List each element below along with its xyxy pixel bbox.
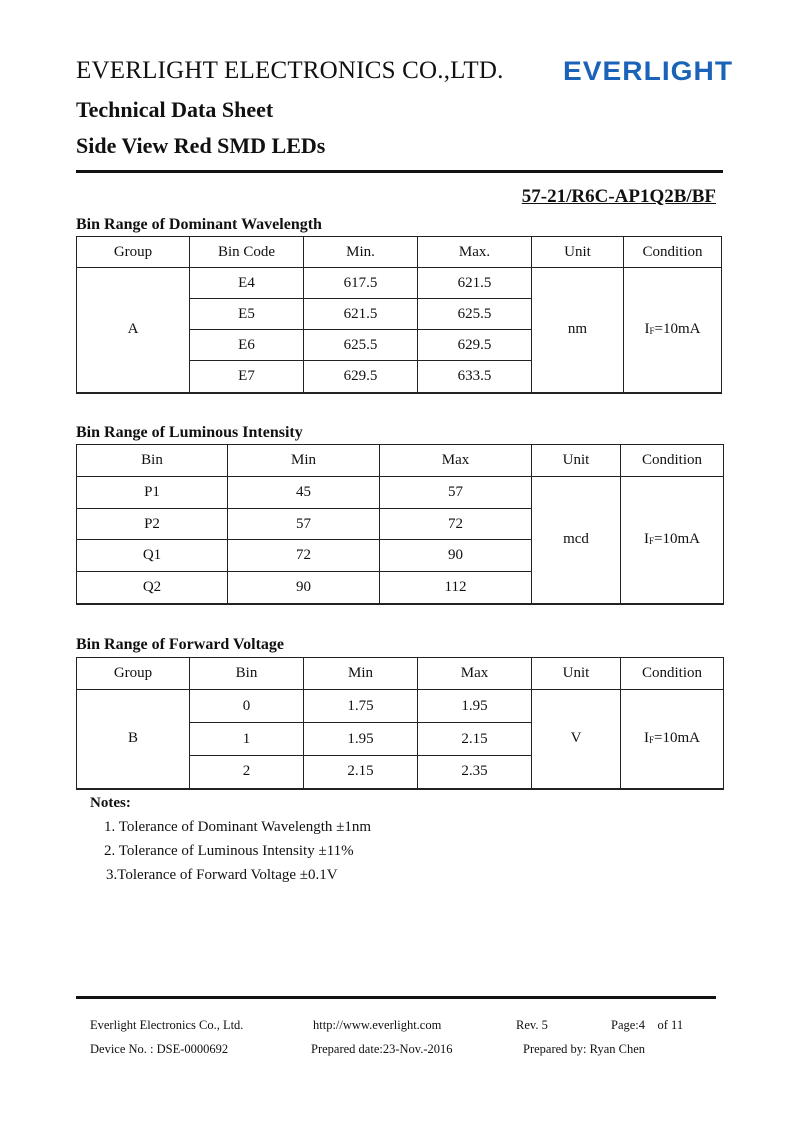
min-cell: 45 bbox=[228, 477, 380, 509]
header-cell: Max bbox=[418, 658, 532, 690]
everlight-logo: EVERLIGHT bbox=[563, 56, 734, 86]
min-cell: 625.5 bbox=[304, 330, 418, 361]
group-cell: A bbox=[77, 268, 190, 393]
min-cell: 1.75 bbox=[304, 690, 418, 723]
min-cell: 2.15 bbox=[304, 756, 418, 789]
bin-cell: P2 bbox=[77, 509, 228, 540]
note-item: 3.Tolerance of Forward Voltage ±0.1V bbox=[106, 867, 338, 883]
header-cell: Group bbox=[77, 237, 190, 268]
unit-cell: V bbox=[532, 690, 621, 789]
unit-cell: mcd bbox=[532, 477, 621, 604]
document-title: Technical Data Sheet bbox=[76, 97, 274, 122]
max-cell: 625.5 bbox=[418, 299, 532, 330]
note-item: 2. Tolerance of Luminous Intensity ±11% bbox=[104, 843, 354, 859]
condition-cell: $I_F=10mA$ bbox=[621, 690, 724, 789]
min-cell: 90 bbox=[228, 572, 380, 604]
max-cell: 112 bbox=[380, 572, 532, 604]
unit-cell: nm bbox=[532, 268, 624, 393]
bin-cell: E7 bbox=[190, 361, 304, 393]
footer-url[interactable]: http://www.everlight.com bbox=[313, 1018, 442, 1032]
note-item: 1. Tolerance of Dominant Wavelength ±1nm bbox=[104, 819, 372, 835]
footer-company: Everlight Electronics Co., Ltd. bbox=[90, 1018, 244, 1032]
max-cell: 2.35 bbox=[418, 756, 532, 789]
notes-title: Notes: bbox=[90, 795, 131, 811]
luminous-table bbox=[76, 444, 724, 605]
header-cell: Bin bbox=[77, 445, 228, 477]
footer-prepared-date: Prepared date:23-Nov.-2016 bbox=[311, 1042, 453, 1056]
max-cell: 633.5 bbox=[418, 361, 532, 393]
max-cell: 2.15 bbox=[418, 723, 532, 756]
bin-cell: P1 bbox=[77, 477, 228, 509]
header-cell: Group bbox=[77, 658, 190, 690]
max-cell: 57 bbox=[380, 477, 532, 509]
header-cell: Max bbox=[380, 445, 532, 477]
group-cell: B bbox=[77, 690, 190, 789]
max-cell: 1.95 bbox=[418, 690, 532, 723]
bin-cell: Q2 bbox=[77, 572, 228, 604]
bin-cell: 1 bbox=[190, 723, 304, 756]
header-divider bbox=[76, 170, 723, 173]
bin-cell: E4 bbox=[190, 268, 304, 299]
part-number: 57-21/R6C-AP1Q2B/BF bbox=[521, 186, 716, 207]
header-cell: Min bbox=[304, 658, 418, 690]
bin-cell: Q1 bbox=[77, 540, 228, 572]
header-cell: Unit bbox=[532, 658, 621, 690]
header-cell: Min bbox=[228, 445, 380, 477]
footer-divider bbox=[76, 996, 716, 999]
voltage-table bbox=[76, 657, 724, 790]
min-cell: 72 bbox=[228, 540, 380, 572]
table-header-row bbox=[77, 658, 724, 690]
voltage-section-title: Bin Range of Forward Voltage bbox=[76, 636, 284, 653]
header-cell: Unit bbox=[532, 237, 624, 268]
min-cell: 1.95 bbox=[304, 723, 418, 756]
header-cell: Max. bbox=[418, 237, 532, 268]
table-row bbox=[77, 477, 724, 509]
company-name: EVERLIGHT ELECTRONICS CO.,LTD. bbox=[76, 57, 504, 84]
header-cell: Unit bbox=[532, 445, 621, 477]
header-cell: Bin bbox=[190, 658, 304, 690]
wavelength-table bbox=[76, 236, 722, 394]
bin-cell: 0 bbox=[190, 690, 304, 723]
table-row bbox=[77, 690, 724, 723]
bin-cell: 2 bbox=[190, 756, 304, 789]
header-cell: Min. bbox=[304, 237, 418, 268]
table-row bbox=[77, 268, 722, 299]
min-cell: 617.5 bbox=[304, 268, 418, 299]
header-cell: Condition bbox=[621, 658, 724, 690]
min-cell: 629.5 bbox=[304, 361, 418, 393]
max-cell: 90 bbox=[380, 540, 532, 572]
min-cell: 57 bbox=[228, 509, 380, 540]
condition-cell: $I_F=10mA$ bbox=[621, 477, 724, 604]
wavelength-section-title: Bin Range of Dominant Wavelength bbox=[76, 216, 322, 233]
header-cell: Condition bbox=[621, 445, 724, 477]
max-cell: 72 bbox=[380, 509, 532, 540]
header-cell: Condition bbox=[624, 237, 722, 268]
max-cell: 629.5 bbox=[418, 330, 532, 361]
min-cell: 621.5 bbox=[304, 299, 418, 330]
table-header-row bbox=[77, 445, 724, 477]
condition-cell: $I_F=10mA$ bbox=[624, 268, 722, 393]
footer-device-no: Device No. : DSE-0000692 bbox=[90, 1042, 229, 1056]
document-subtitle: Side View Red SMD LEDs bbox=[76, 133, 326, 158]
table-header-row bbox=[77, 237, 722, 268]
bin-cell: E5 bbox=[190, 299, 304, 330]
header-cell: Bin Code bbox=[190, 237, 304, 268]
max-cell: 621.5 bbox=[418, 268, 532, 299]
footer-page: Page:4 of 11 bbox=[611, 1018, 684, 1032]
bin-cell: E6 bbox=[190, 330, 304, 361]
footer-prepared-by: Prepared by: Ryan Chen bbox=[523, 1042, 646, 1056]
footer-revision: Rev. 5 bbox=[516, 1018, 548, 1032]
luminous-section-title: Bin Range of Luminous Intensity bbox=[76, 424, 303, 441]
